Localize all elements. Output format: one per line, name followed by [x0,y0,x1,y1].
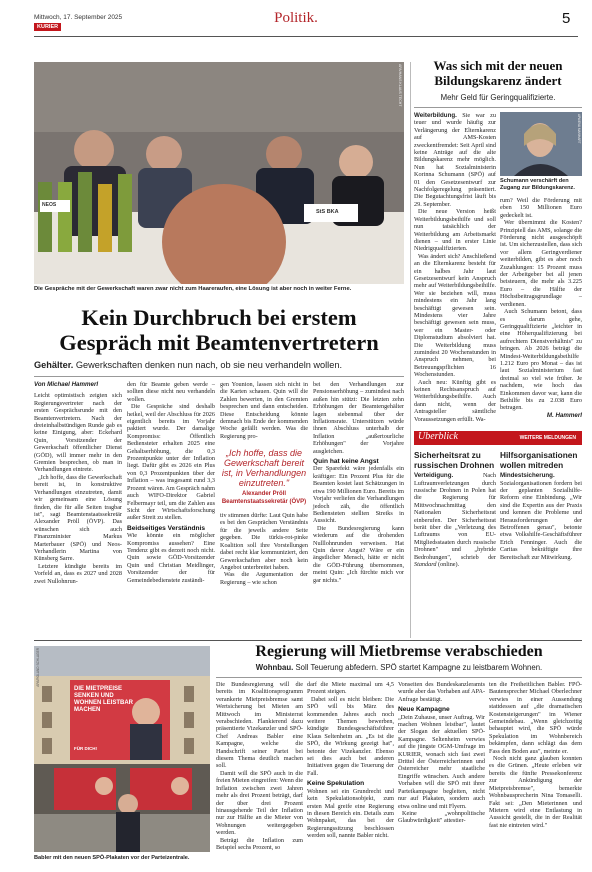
main-kicker: Gehälter. [34,360,74,370]
main-col1-p3: Letztere kündigte bereits im Vorfeld an, dass es 2027 und 2028 zwei Nullohnrun- [34,562,122,585]
side-col1-p2: Die neue Version heißt Weiterbildungsbeihilfe und soll nun tatsächlich der Weiterbildung am Arbeitsmarkt dienen – und in erster Linie Niedrigqualifizierten. [414,208,496,253]
main-headline-line2: Gespräch mit Beamtenvertretern [59,330,379,355]
main-col2-top: den für Beamte geben werde – sollten diese nicht neu verhandeln wollen. [127,381,215,403]
bottom-subhead-text: Soll Teuerung abfedern. SPÖ startet Kampagne zu leistbarem Wohnen. [295,663,543,672]
photo-sign-neos: NEOS [42,202,57,208]
main-col1-p2: „Ich hoffe, dass die Gewerkschaft bereit ist, in konstruktive Verhandlungen einzutreten, damit wir gemeinsam eine Lösung finden, die für alle Seiten tragbar ist", sagt Beamtenstaatssekretär Alexander Pröll (ÖVP). Das wünschen sich auch Finanzminister Markus Marterbauer (SPÖ) und Neos-Verhandlerin Martina von Künsberg Sarre. [34,473,122,563]
main-col2-p3: Wie könnte ein möglicher Kompromiss aussehen? Eine Tendenz gibt es derzeit noch nicht. Quin sowie GÖD-Vorsitzender Quin und Christian Meidlinger, Vorsitzender der für Gemeindebedienstete zuständi- [127,532,215,584]
bottom-col1-p3: Beträgt die Inflation zum Beispiel sechs Prozent, so [216,836,303,851]
side-column-1 [414,112,496,423]
main-subhead-text: Gewerkschaften denken nun nach, ob sie neu verhandeln wollen. [75,360,342,370]
side-col1-p3: Was ändert sich? Anschließend an die Elternkarenz besteht für ein halbes Jahr laut Gesetzesentwurf kein Anspruch mehr auf Weiterbildungsbeihilfe. Wer sie beziehen will, muss mindestens ein Jahr lang beschäftigt gewesen sein. Mindestens vier Jahre beschäftigt gewesen sein muss, wer ein Master- oder Diplomstudium absolviert hat. Die Weiterbildung muss zumindest 20 Wochenstunden in Anspruch nehmen, bei Betreuungspflichten 16 Wochenstunden. [414,252,496,379]
main-col1-p1: Leicht optimistisch zeigten sich Regierungsvertreter nach der ersten Gesprächsrunde mit den Beamtenvertretern. Nach der dreieinhalbstündigen Runde gab es keine Einigung, aber: Eckehard Quin, Vorsitzender der Gewerkschaft öffentlicher Dienst (GÖD), will immer mehr in den Gremien besprechen, ob man in Verhandlungen eintrete. [34,392,122,474]
main-col4-p1: bei den Verhandlungen zur Pensionserhöhung – zumindest nach außen hin stützt: Die letzten zehn Erhöhungen der Beamtengehälter lagen siebenmal über der Inflationsrate. Unterstützen würde ihnen Abschluss unterhalb der Inflation „außertourliche Erhöhungen" der Vorjahre ausgleichen. [313,381,404,455]
bottom-col2-p1: darf die Miete maximal um 4,5 Prozent steigen. [307,681,394,696]
babler-photo-art [34,646,210,852]
bottom-col2-subhead: Keine Spekulation [307,780,365,788]
main-col3-p3: Was die Argumentation der Regierung – wie schon [220,571,308,586]
side-col1-text: Sie war zu teuer und wurde häufig zur Verlängerung der Elternkarenz auf AMS-Kosten zweckentfremdet: Seit April sind keine Anträge auf die alte Bildungskarenz mehr möglich. Nun hat Sozialministerin Korinna Schumann (SPÖ) auf 01 den Gesetzesentwurf zur Nachfolgeregelung präsentiert. Die Begutachtungsfrist läuft bis 29. September. [414,112,496,208]
bottom-col3-p1: Vonseiten des Bundeskanzleramts wurde aber das Vorhaben auf APA-Anfrage bestätigt. [398,681,486,703]
overview-item-2-kicker: Mindestsicherung. [500,472,555,480]
overview-title: Überblick [418,431,458,442]
main-sub-divider [34,376,404,377]
pull-quote-role: Beamtenstaatssekretär (ÖVP) [221,498,307,505]
main-col4-p2: Der Sparefekt wäre jedenfalls ein kräftiger: Ein Prozent Plus für die Beamten kostet laut Schätzungen in etwa 190 Millionen Euro. Bereits im Vorjahr verliefen die Verhandlungen jedoch zäh, die öffentlich Bediensteten stellten Streiks in Aussicht. [313,465,404,525]
side-subhead: Mehr Geld für Geringqualifizierte. [440,93,556,102]
main-headline-line1: Kein Durchbruch bei erstem [81,305,357,330]
babler-photo-credit: APA/ROLAND SCHLAGER [36,648,40,687]
schumann-photo-credit: APA/EVA MANHART [577,114,581,144]
babler-photo-caption: Babler mit den neuen SPÖ-Plakaten vor der Parteizentrale. [34,855,190,861]
brand-logo: KURIER [34,23,61,31]
overview-item-1-source: Standard [414,561,437,569]
bottom-col3-p2: „Dein Zuhause, unser Auftrag. Wir machen Wohnen leistbar", lautet der Slogan der aktuellen SPÖ-Kampagne. Seltenheim verwies auf die jüngste OGM-Umfrage im KURIER, wonach sich fast zwei Drittel der Österreicherinnen und Österreicher mehr staatliche Eingriffe wünschen. Auch andere Vorhaben will die SPÖ mit ihrer Parteikampagne begleiten, nicht nur auf Plakaten, sondern auch etwa online und mit Flyern. [398,713,485,810]
main-col3-p2: tiv stimmen dürfte: Laut Quin habe es bei den Gesprächen Verständnis für die jeweils andere Seite gegeben. Die türkis-rot-pinke Koalition soll ihre Vorstellungen dabei recht klar kommuniziert, den Gewerkschaften aber noch kein Angebot unterbreitet haben. [220,512,308,571]
bottom-story-divider [34,640,582,641]
negotiation-photo-art [34,62,404,284]
main-col2-subhead: Beidseitiges Verständnis [127,524,206,532]
billboard-small-text: FÜR DICH! [74,746,97,751]
overview-label: WEITERE MELDUNGEN [519,435,576,441]
side-col2-p2: Wer übernimmt die Kosten? Prinzipiell das AMS, solange die Förderung nicht ausgeschöpft ist. Um sicherzustellen, dass sich vor allem Geringverdiener weiterbilden, gibt es aber noch Zuzahlungen: 15 Prozent muss der Arbeitgeber bei all jenen beisteuern, die mehr als 3.225 Euro – die Hälfte der Höchstbeitragsgrundlage – verdienen. [500,219,582,308]
page-number: 5 [562,10,571,27]
negotiation-photo [34,62,404,284]
main-col4-p3: Die Bundesregierung kann wiederum auf die drohenden Nulllohnrunden verweisen. Hat Quin davor Angst? Wäre er ein ängstlicher Mensch, hätte er nicht die GÖD-Führung übernommen, meint Quin: „Ich fürchte mich vor gar nichts." [313,524,404,584]
main-column-4 [313,381,404,584]
bottom-sub-divider [216,677,582,678]
bottom-col1-p1: Die Bundesregierung will die bereits im Koalitionsprogramm verankerte Mietpreisbremse samt Wertsicherung bei Mieten am Mittwoch im Ministerrat verabschieden. Flankierend dazu präsentierte Vizekanzler und SPÖ-Chef Andreas Babler eine Kampagne, welche die Handschrift seiner Partei bei diesem Thema deutlich machen soll. [216,681,303,770]
side-col1-p1 [414,112,496,208]
side-headline-line1: Was sich mit der neuen [433,58,563,73]
bottom-col4-p1: ten die Freiheitlichen Babler. FPÖ-Bautensprecher Michael Oberlechner verwies in einer Aussendung stattdessen auf „die dramatischen Kostensteigerungen" im Wiener Gemeindebau. „Wenn gleichzeitig behauptet wird, die SPÖ würde Spekulation im Wohnbereich bekämpfen, dann schlägt das dem Fass den Boden aus", meinte er. [489,681,582,755]
schumann-photo [500,112,582,176]
bottom-col1-p2: Damit will die SPÖ auch in die freien Mieten eingreifen: Wenn die Inflation zwischen zwei Jahren mehr als drei Prozent beträgt, darf der über drei Prozent hinausgehende Teil der Inflation nur zur Hälfte an die Mieter von Wohnungen weitergegeben werden. [216,769,303,837]
pull-quote-author: Alexander Pröll [241,491,286,498]
side-sub-divider [414,107,582,108]
side-col2-p1: rum? Weil die Förderung mit eben 150 Millionen Euro gedeckelt ist. [500,197,582,219]
overview-bar [414,431,582,445]
bottom-col4-p2: Noch nicht ganz glauben konnten es die Grünen. „Heute erleben wir bereits die fünfte Pressekonferenz zur Ankündigung der Mietpreisbremse", bemerkte Wohnbausprecherin Nina Tomaselli. Fakt sei: „Den Mieterinnen und Mietern wird eine Entlastung in Aussicht gestellt, die in der Realität fast nie eintreten wird." [489,755,582,829]
main-col2-p2: Die Gespräche sind deshalb heikel, weil der Abschluss für 2026 eigentlich bereits im Vorjahr paktiert wurde. Der damalige Kompromiss: Öffentlich Bediensteter erhalten 2025 eine Gehaltserhöhung, die 0,3 Prozentpunkte unter der Inflation liegt. Dafür gibt es 2026 ein Plus von 0,3 Prozentpunkten über der Inflation – was insgesamt rund 3,3 Prozent wären. Am Gespräch nahm auch WIFO-Direktor Gabriel Felbermayr teil, um die Zahlen aus Sicht der Wirtschaftsforschung außer Streit zu stellen. [127,403,215,522]
main-col4-subhead: Quin hat keine Angst [313,458,379,466]
main-col3-top: gen Younion, lassen sich nicht in die Karten schauen. Quin will die Zahlen bewerten, in den Gremien besprechen und dann entscheiden. Diese Entscheidung könnte demnach bis Ende der kommenden Woche gefällt werden. Was die Regierung pro- [220,381,308,440]
side-column-2 [500,197,582,419]
side-col2-p3: Auch Schumann betont, dass es darum gehe, Geringqualifizierte „leichter in eine Höherqualifizierung bei aufrechtem Dienstverhältnis" zu bringen. Ab 2026 beträgt die Mindest-Weiterbildungsbeihilfe 1.212 Euro pro Monat – das ist laut Sozialministerium fast dreimal so viel wie früher. Je nachdem, wie hoch das Einkommen davor war, kann die Beihilfe bis zu 2.038 Euro betragen. [500,308,582,412]
side-kicker: Weiterbildung. [414,112,457,119]
bottom-headline: Regierung will Mietbremse verabschieden [255,643,543,660]
header-divider [34,36,578,37]
overview-item-1-kicker: Verteidigung. [414,472,454,480]
schumann-photo-caption: Schumann verschärft den Zugang zur Bildungskarenz. [500,178,575,191]
bottom-col3-subhead: Neue Kampagne [398,706,450,714]
side-headline [414,58,582,88]
bottom-column-4 [489,681,582,829]
overview-item-1 [414,451,496,568]
bottom-col2-p3: Wohnen sei ein Grundrecht und kein Spekulationsobjekt, zum ersten Mal greife eine Regierung in diesen Bereich ein. Details zum Wohnpaket, das bei der Regierungssitzung beschlossen werden soll, nannte Babler nicht. [307,787,394,840]
negotiation-photo-caption: Die Gespräche mit der Gewerkschaft waren zwar nicht zum Haareraufen, eine Lösung ist aber noch in weiter Ferne. [34,286,352,292]
schumann-photo-art [500,112,582,176]
bottom-subhead [216,663,582,672]
section-title: Politik. [274,10,318,26]
pull-quote [220,448,308,506]
billboard-text: DIE MIETPREISE SENKEN UND WOHNEN LEISTBAR MACHEN [74,686,133,713]
overview-item-1-end: (online). [438,561,460,569]
side-headline-line2: Bildungskarenz ändert [434,73,562,88]
bottom-kicker: Wohnbau. [255,663,294,672]
overview-item-2-text: Sozialorganisationen fordern bei der geplanten Sozialhilfe-Reform eine Einbindung. „Wir sind die Expertin aus der Praxis und kennen die Probleme und Herausforderungen der Betroffenen genau", betonte etwa Volkshilfe-Geschäftsführer Erich Fenninger. Auch die Caritas bekräftigte ihre Bereitschaft zur Mitwirkung. [500,479,582,561]
overview-item-2-headline: Hilfsorganisationen wollen mitreden [500,450,578,470]
main-headline [34,305,404,355]
main-column-1 [34,381,122,585]
bottom-column-2 [307,681,394,840]
main-column-2 [127,381,215,584]
bottom-column-3 [398,681,485,825]
photo-credit: APA/HANS KLAUS TECHT [398,64,402,107]
overview-item-2 [500,451,582,561]
main-subhead [34,360,404,370]
bottom-col3-p3: Keine „wohnpolitische Glaubwürdigkeit" attestier- [398,809,485,825]
column-divider-right [410,62,411,638]
bottom-col2-p2: Dabei soll es nicht bleiben: Die SPÖ will bis März des kommenden Jahres auch noch weitere Themen bewerben, kündigte Bundesgeschäftsführer Klaus Seltenheim an. „Es ist die SPÖ, die Wirkung gezeigt hat", betonte der Vizekanzler. Ebenso sei dies auch bei anderen Initiativen gegen die Teuerung der Fall. [307,695,394,777]
main-column-3 [220,381,308,586]
main-author: Von Michael Hammerl [34,381,99,388]
side-col1-p4: Auch neu: Künftig gibt es keinen Rechtsanspruch auf Weiterbildungsbeihilfe. Auch dann nicht, wenn der Antragsteller sämtliche Voraussetzungen erfüllt. Wa- [414,378,496,423]
bottom-column-1 [216,681,303,851]
overview-item-1-text: Nach Luftraumverletzungen durch russische Drohnen in Polen hat die Regierung für Mittwochnachmittag den Nationalen Sicherheitsrat einberufen. Der Sicherheitsrat berät über die „Verletzung des Luftraums von EU-Mitgliedsstaaten durch russische Drohnen" und „hybride Bedrohungen", schrieb der [414,472,496,561]
pull-quote-text: „Ich hoffe, dass die Gewerkschaft bereit ist, in Verhandlungen einzutreten." [221,448,307,489]
babler-photo [34,646,210,852]
side-author: M. Hammerl [546,411,582,419]
photo-sign-bka: StS BKA [316,209,339,215]
overview-item-1-headline: Sicherheitsrat zu russischen Drohnen [414,450,495,470]
issue-date: Mittwoch, 17. September 2025 [34,14,123,21]
